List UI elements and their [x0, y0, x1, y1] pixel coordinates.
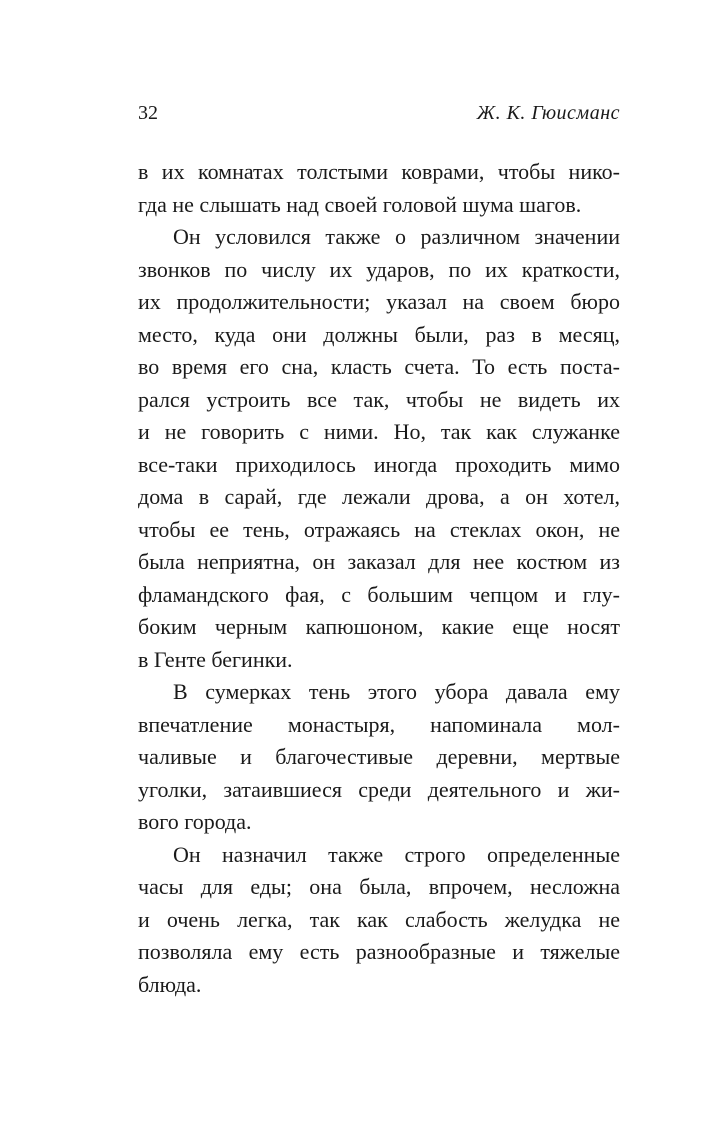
text-line: звонков по числу их ударов, по их краткости,	[138, 256, 620, 282]
text-line: фламандского фая, с большим чепцом и глу-	[138, 581, 620, 607]
text-line: их продолжительности; указал на своем бюро	[138, 289, 620, 314]
body-text	[138, 156, 620, 1001]
text-line: и не говорить с ними. Но, так как служанке	[138, 419, 620, 444]
text-line: была неприятна, он заказал для нее костюм из	[138, 549, 620, 574]
text-line: место, куда они должны были, раз в месяц,	[138, 321, 620, 347]
text-line: впечатление монастыря, напоминала мол-	[138, 711, 620, 737]
text-line: Он назначил также строго определенные	[173, 841, 620, 867]
text-line: рался устроить все так, чтобы не видеть их	[138, 386, 620, 412]
text-line: позволяла ему есть разнообразные и тяжелые	[138, 939, 620, 964]
page-number: 32	[138, 102, 158, 124]
text-line: в Генте бегинки.	[138, 646, 293, 672]
text-line: уголки, затаившиеся среди деятельного и жи-	[138, 776, 620, 802]
text-line: часы для еды; она была, впрочем, несложна	[138, 874, 620, 899]
text-line: во время его сна, класть счета. То есть поста-	[138, 354, 620, 379]
text-line: чаливые и благочестивые деревни, мертвые	[138, 744, 620, 769]
text-line: чтобы ее тень, отражаясь на стеклах окон, не	[138, 516, 620, 542]
text-line: гда не слышать над своей головой шума шагов.	[138, 191, 582, 217]
text-line: блюда.	[138, 971, 202, 997]
text-line: все-таки приходилось иногда проходить мимо	[138, 451, 620, 477]
running-head-author: Ж. К. Гюисманс	[476, 102, 620, 124]
text-line: и очень легка, так как слабость желудка не	[138, 906, 620, 932]
text-line: вого города.	[138, 809, 252, 834]
text-line: в их комнатах толстыми коврами, чтобы нико-	[138, 159, 620, 184]
text-line: В сумерках тень этого убора давала ему	[173, 679, 620, 704]
text-line: дома в сарай, где лежали дрова, а он хотел,	[138, 484, 620, 509]
text-line: боким черным капюшоном, какие еще носят	[138, 614, 620, 639]
text-line: Он условился также о различном значении	[173, 224, 620, 249]
page-header	[138, 102, 620, 128]
